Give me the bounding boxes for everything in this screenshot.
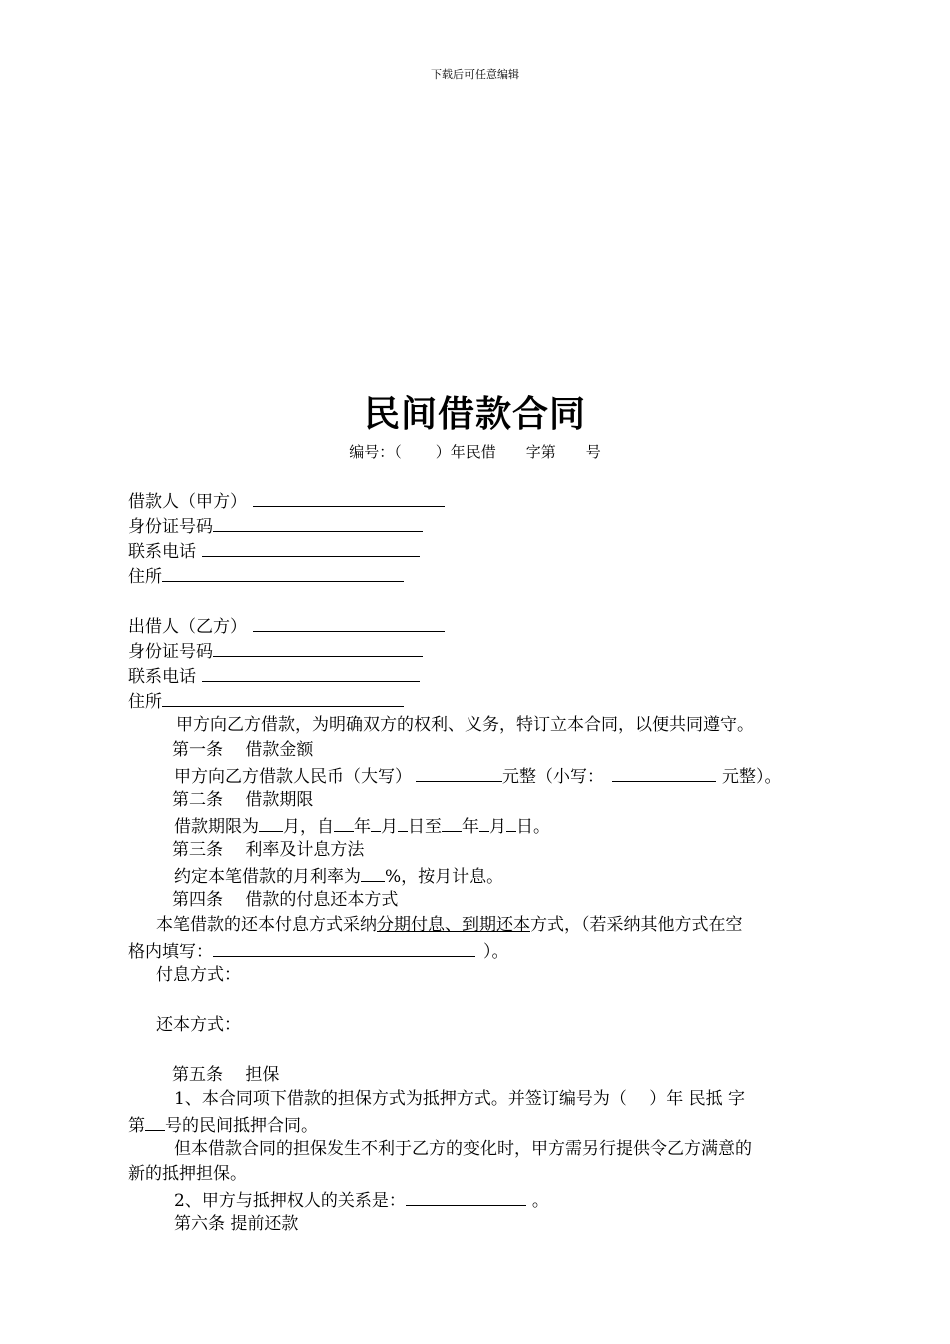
borrower-id-blank[interactable] (213, 513, 423, 532)
interest-rate-suffix: %，按月计息。 (385, 867, 504, 887)
lender-id-blank[interactable] (213, 638, 423, 657)
article-2-text (174, 813, 550, 840)
mortgagee-relation-blank[interactable] (406, 1187, 526, 1206)
lender-id-label: 身份证号码 (128, 642, 213, 662)
lender-id-line (128, 638, 423, 665)
amount-number-blank[interactable] (612, 763, 716, 782)
mortgage-no-prefix: 第 (128, 1116, 145, 1136)
other-method-blank[interactable] (213, 938, 475, 957)
interest-rate-label: 约定本笔借款的月利率为 (174, 867, 361, 887)
end-month-blank[interactable] (479, 813, 489, 832)
lender-address-line (128, 688, 404, 715)
mortgagee-relation-label: 2、甲方与抵押权人的关系是： (174, 1191, 406, 1211)
article-2-heading: 第二条 借款期限 (172, 790, 314, 810)
amount-text-mid: 元整（小写： (502, 767, 604, 787)
lender-phone-blank[interactable] (202, 663, 420, 682)
article-5-item1-line2 (128, 1112, 318, 1139)
number-label: 编号：（ (349, 443, 402, 461)
mortgagee-relation-suffix: 。 (531, 1191, 549, 1211)
borrower-phone-label: 联系电话 (128, 542, 196, 562)
lender-phone-label: 联系电话 (128, 667, 196, 687)
term-months-blank[interactable] (259, 813, 283, 832)
article-5-para2-line1: 但本借款合同的担保发生不利于乙方的变化时，甲方需另行提供令乙方满意的 (174, 1139, 752, 1159)
contract-number-line (0, 441, 950, 462)
end-year-label: 年 (462, 817, 479, 837)
borrower-name-blank[interactable] (253, 488, 445, 507)
article-1-heading: 第一条 借款金额 (172, 740, 314, 760)
borrower-phone-line (128, 538, 420, 565)
start-day-blank[interactable] (398, 813, 408, 832)
borrower-address-label: 住所 (128, 567, 162, 587)
repayment-method-prefix: 本笔借款的还本付息方式采纳 (156, 915, 377, 935)
principal-repayment-label: 还本方式： (156, 1015, 241, 1035)
mortgage-no-suffix: 号的民间抵押合同。 (165, 1116, 318, 1136)
article-4-heading: 第四条 借款的付息还本方式 (172, 890, 399, 910)
end-month-label: 月 (489, 817, 506, 837)
loan-amount-label: 甲方向乙方借款人民币（大写） (174, 767, 412, 787)
other-method-label: 格内填写： (128, 942, 213, 962)
lender-address-blank[interactable] (162, 688, 404, 707)
end-year-blank[interactable] (442, 813, 462, 832)
repayment-method-suffix: 方式，（若采纳其他方式在空 (530, 915, 743, 935)
term-label: 借款期限为 (174, 817, 259, 837)
start-month-blank[interactable] (371, 813, 381, 832)
document-title: 民间借款合同 (363, 394, 586, 435)
article-5-item2 (174, 1187, 549, 1214)
number-no-part: 号 (585, 443, 601, 461)
article-4-line1 (156, 913, 743, 938)
start-month-label: 月 (381, 817, 398, 837)
term-from-label: 月，自 (283, 817, 334, 837)
end-to-label: 日至 (408, 817, 442, 837)
header-note: 下载后可任意编辑 (431, 68, 519, 81)
repayment-method-value: 分期付息、到期还本 (377, 915, 530, 935)
other-method-suffix: ）。 (483, 942, 509, 962)
number-char-part: 字第 (525, 443, 556, 461)
end-day-blank[interactable] (506, 813, 516, 832)
end-day-label: 日。 (516, 817, 550, 837)
amount-uppercase-blank[interactable] (416, 763, 502, 782)
borrower-name-label: 借款人（甲方） (128, 492, 247, 512)
lender-address-label: 住所 (128, 692, 162, 712)
borrower-address-line (128, 563, 404, 590)
mortgage-no-blank[interactable] (145, 1112, 165, 1131)
article-3-heading: 第三条 利率及计息方法 (172, 840, 365, 860)
interest-payment-label: 付息方式： (156, 965, 241, 985)
lender-phone-line (128, 663, 420, 690)
article-5-heading: 第五条 担保 (172, 1065, 280, 1085)
interest-rate-blank[interactable] (361, 863, 385, 882)
number-year-part: ）年民借 (435, 443, 496, 461)
lender-name-blank[interactable] (253, 613, 445, 632)
lender-name-line (128, 613, 445, 640)
borrower-phone-blank[interactable] (202, 538, 420, 557)
intro-paragraph: 甲方向乙方借款，为明确双方的权利、义务，特订立本合同，以便共同遵守。 (176, 715, 754, 735)
article-5-item1-line1: 1、本合同项下借款的担保方式为抵押方式。并签订编号为（ ）年 民抵 字 (174, 1089, 746, 1109)
borrower-address-blank[interactable] (162, 563, 404, 582)
lender-name-label: 出借人（乙方） (128, 617, 247, 637)
article-1-text (174, 763, 782, 790)
borrower-id-label: 身份证号码 (128, 517, 213, 537)
start-year-blank[interactable] (334, 813, 354, 832)
article-4-line2 (128, 938, 509, 965)
borrower-name-line (128, 488, 445, 515)
article-6-heading: 第六条 提前还款 (174, 1214, 299, 1234)
article-5-para2-line2: 新的抵押担保。 (128, 1164, 247, 1184)
borrower-id-line (128, 513, 423, 540)
amount-text-end: 元整）。 (722, 767, 782, 787)
article-3-text (174, 863, 503, 890)
start-year-label: 年 (354, 817, 371, 837)
